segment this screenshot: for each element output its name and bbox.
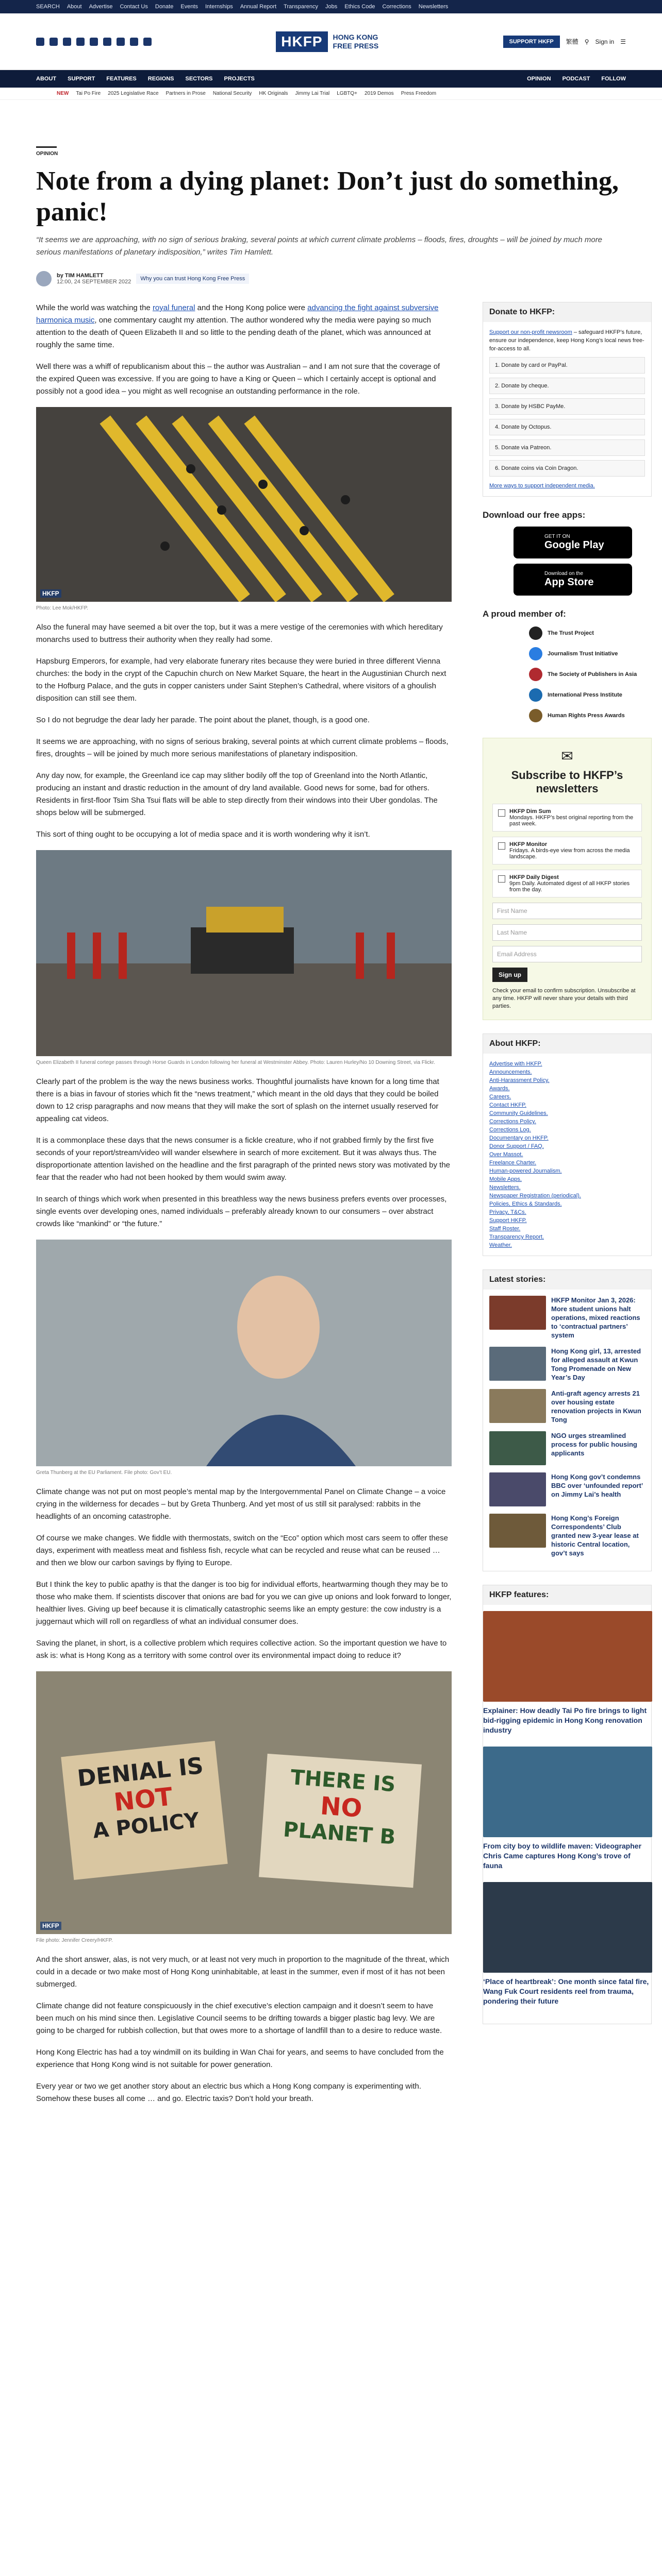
apps-section bbox=[483, 510, 652, 596]
story-thumbnail bbox=[489, 1296, 546, 1330]
first-name-field[interactable]: First Name bbox=[492, 903, 642, 919]
about-link[interactable]: Corrections Policy. bbox=[489, 1118, 536, 1125]
article-lede: “It seems we are approaching, with no sign of serious braking, several points at which current climate problems – floods, fires, droughts – will be joined by much more serious manifestations of planetary indisposition,” writes Tim Hamlett. bbox=[36, 235, 603, 257]
newsletter-option[interactable]: HKFP Monitor Fridays. A birds-eye view from across the media landscape. bbox=[492, 837, 642, 865]
checkbox bbox=[498, 842, 505, 850]
newsletter-title: Subscribe to HKFP’s newsletters bbox=[511, 769, 623, 795]
figure bbox=[36, 1240, 452, 1477]
crosswalk-illustration bbox=[36, 407, 452, 602]
donate-option[interactable]: 1. Donate by card or PayPal. bbox=[489, 357, 645, 374]
app-store-button[interactable]: Download on the App Store bbox=[514, 564, 632, 596]
paragraph: It is a commonplace these days that the news consumer is a fickle creature, who if not grabbed firmly by the first five seconds of your report/stream/video will wander elsewhere in search of more excitement. But it was always thus. The disproportionate attention lavished on the headline and the first paragraph of the printed news story was motivated by the fear that the reader who had not been hooked by them would swim away. bbox=[36, 1136, 450, 1182]
language-toggle[interactable]: 繁體 bbox=[566, 38, 578, 45]
about-link[interactable]: Community Guidelines. bbox=[489, 1110, 548, 1116]
paragraph: Clearly part of the problem is the way the news business works. Thoughtful journalists have known for a long time that there is a bias in favour of stories which fit the “news treatment,” which meant in the old days that they could be boiled down to 12 crisp paragraphs and now means that they will make the sort of splash on the internet usually reserved for appealing cat videos. bbox=[36, 1077, 439, 1123]
funeral-illustration bbox=[36, 850, 452, 1056]
sopa-icon bbox=[529, 668, 542, 681]
member-org[interactable]: International Press Institute bbox=[529, 688, 652, 702]
nav-item[interactable]: PODCAST bbox=[562, 76, 590, 82]
paragraph: Every year or two we get another story about an electric bus which a Hong Kong company is experimenting with. Somehow these buses all come … and go. Electric taxis? Don’t hold your breath. bbox=[36, 2082, 422, 2103]
story-thumbnail bbox=[489, 1431, 546, 1465]
about-link[interactable]: Freelance Charter. bbox=[489, 1160, 537, 1166]
paragraph: Climate change was not put on most people’s mental map by the Intergovernmental Panel on Climate Change – a voice crying in the wilderness for decades – but by Greta Thunberg. And yet most of us still sit paralysed: rabbits in the headlights of an oncoming catastrophe. bbox=[36, 1487, 446, 1521]
nav-item[interactable]: ABOUT bbox=[36, 76, 57, 82]
latest-title: Latest stories: bbox=[483, 1270, 651, 1290]
donate-option[interactable]: 5. Donate via Patreon. bbox=[489, 439, 645, 456]
member-section bbox=[483, 609, 652, 722]
about-link[interactable]: Newspaper Registration (periodical). bbox=[489, 1193, 581, 1199]
support-button[interactable]: SUPPORT HKFP bbox=[503, 36, 560, 48]
figure bbox=[36, 850, 452, 1066]
utility-link[interactable]: Jobs bbox=[325, 4, 338, 10]
logo-line: HONG KONG bbox=[333, 32, 378, 41]
paragraph: This sort of thing ought to be occupying a lot of media space and it is worth wondering why it isn’t. bbox=[36, 830, 370, 839]
newsletter-box bbox=[483, 738, 652, 1020]
story-thumbnail bbox=[489, 1514, 546, 1548]
ticker-item[interactable]: Partners in Prose bbox=[166, 91, 206, 96]
utility-link[interactable]: About bbox=[67, 4, 82, 10]
top-utility-bar bbox=[0, 0, 662, 13]
nav-item[interactable]: SUPPORT bbox=[68, 76, 95, 82]
paragraph: While the world was watching the royal funeral and the Hong Kong police were advancing the fight against subversive harmonica music, one commentary caught my attention. The author wondered why the media were paying so much attention to the death of Queen Elizabeth II and so little to the pending death of the planet, which was announced at roughly the same time. bbox=[36, 303, 439, 349]
trust-project-icon bbox=[529, 626, 542, 640]
member-org[interactable]: The Society of Publishers in Asia bbox=[529, 668, 652, 681]
about-link[interactable]: Weather. bbox=[489, 1242, 512, 1248]
latest-story[interactable] bbox=[489, 1347, 645, 1382]
paragraph: Of course we make changes. We fiddle with thermostats, switch on the “Eco” option which most cars seem to offer these days, experiment with meatless meat and fishless fish, recycle what can be recycled and reuse what can be reused … and then we blow our carbon savings by flying to Europe. bbox=[36, 1534, 448, 1567]
ipi-icon bbox=[529, 688, 542, 702]
utility-link[interactable]: Corrections bbox=[382, 4, 411, 10]
story-title[interactable]: Hong Kong’s Foreign Correspondents’ Club granted new 3-year lease at historic Central location, gov’t says bbox=[551, 1514, 639, 1557]
ticker-item[interactable]: Jimmy Lai Trial bbox=[295, 91, 330, 96]
paragraph: Also the funeral may have seemed a bit over the top, but it was a mere vestige of the ceremonies with which hereditary monarchs used to buttress their authority when they really had some. bbox=[36, 623, 443, 644]
latest-story[interactable] bbox=[489, 1472, 645, 1506]
member-org[interactable]: Journalism Trust Initiative bbox=[529, 647, 652, 660]
about-link[interactable]: Over Massot. bbox=[489, 1151, 523, 1158]
paragraph: Hong Kong Electric has had a toy windmill on its building in Wan Chai for years, and seems to have concluded from the experience that Hong Kong wind is not suitable for power generation. bbox=[36, 2048, 444, 2069]
site-logo[interactable] bbox=[276, 31, 378, 52]
about-link[interactable]: Careers. bbox=[489, 1094, 511, 1100]
story-title[interactable]: NGO urges streamlined process for public housing applicants bbox=[551, 1432, 637, 1457]
about-link[interactable]: Newsletters. bbox=[489, 1184, 521, 1191]
member-title: A proud member of: bbox=[483, 609, 566, 619]
youtube-icon[interactable] bbox=[90, 38, 98, 46]
about-link[interactable]: Documentary on HKFP. bbox=[489, 1135, 549, 1141]
sign-in-link[interactable]: Sign in bbox=[595, 38, 615, 45]
utility-link[interactable]: Newsletters bbox=[418, 4, 449, 10]
about-link[interactable]: Privacy, T&Cs. bbox=[489, 1209, 526, 1215]
author-avatar bbox=[36, 271, 52, 286]
paragraph: Hapsburg Emperors, for example, had very elaborate funerary rites because they were buried in three different Vienna churches: the body in the crypt of the Capuchin church on New Market Square, the heart in the Augustinian Church next to the Hofburg Palace, and the guts in copper canisters under Saint Stephen’s Cathedral, where visitors of a ghoulish disposition can still see them. bbox=[36, 657, 446, 703]
nav-item[interactable]: FOLLOW bbox=[601, 76, 626, 82]
about-link[interactable]: Contact HKFP. bbox=[489, 1102, 526, 1108]
photo-protest-signs bbox=[36, 1671, 452, 1934]
nav-item[interactable]: SECTORS bbox=[185, 76, 213, 82]
hrpa-icon bbox=[529, 709, 542, 722]
about-link[interactable]: Staff Roster. bbox=[489, 1226, 521, 1232]
main-nav bbox=[0, 70, 662, 88]
nav-item[interactable]: PROJECTS bbox=[224, 76, 255, 82]
photo-caption: Greta Thunberg at the EU Parliament. File photo: Gov’t EU. bbox=[36, 1470, 172, 1476]
photo-crosswalk bbox=[36, 407, 452, 602]
utility-link[interactable]: Ethics Code bbox=[344, 4, 375, 10]
figure bbox=[36, 1671, 452, 1944]
publish-date: 12:00, 24 SEPTEMBER 2022 bbox=[57, 279, 131, 285]
photo-watermark: HKFP bbox=[40, 1922, 61, 1930]
ticker-label: NEW bbox=[57, 91, 69, 96]
latest-box bbox=[483, 1269, 652, 1571]
logo-mark: HKFP bbox=[276, 31, 327, 52]
about-box bbox=[483, 1033, 652, 1256]
feature-story[interactable] bbox=[483, 1882, 651, 2006]
about-link[interactable]: Corrections Log. bbox=[489, 1127, 531, 1133]
menu-icon[interactable]: ☰ bbox=[620, 38, 626, 45]
feature-title[interactable]: From city boy to wildlife maven: Videographer Chris Came captures Hong Kong’s trove of fauna bbox=[483, 1842, 642, 1870]
about-title: About HKFP: bbox=[483, 1034, 651, 1054]
feature-thumbnail bbox=[483, 1747, 652, 1837]
newsletter-option[interactable]: HKFP Daily Digest 9pm Daily. Automated digest of all HKFP stories from the day. bbox=[492, 870, 642, 897]
paragraph: Saving the planet, in short, is a collective problem which requires collective action. So the important question we have to ask is: what is Hong Kong as a territory with some control over its environmental impact doing to reduce it? bbox=[36, 1639, 447, 1660]
story-title[interactable]: Hong Kong girl, 13, arrested for alleged assault at Kwun Tong Promenade on New Year’s Day bbox=[551, 1347, 641, 1381]
donate-box bbox=[483, 302, 652, 497]
paragraph: Well there was a whiff of republicanism about this – the author was Australian – and I am not sure that the coverage of the expired Queen was excessive. If you are going to have a King or Queen – which I certainly accept is optional and possibly not a good idea – you might as well recognise an outstanding performance in the role. bbox=[36, 362, 440, 396]
story-thumbnail bbox=[489, 1472, 546, 1506]
ticker-item[interactable]: 2025 Legislative Race bbox=[108, 91, 159, 96]
social-links bbox=[36, 38, 152, 46]
paragraph: So I do not begrudge the dear lady her parade. The point about the planet, though, is a good one. bbox=[36, 716, 370, 724]
story-thumbnail bbox=[489, 1389, 546, 1423]
utility-link[interactable]: Transparency bbox=[284, 4, 318, 10]
topic-ticker bbox=[0, 88, 662, 100]
paragraph: And the short answer, alas, is not very much, or at least not very much in proportion to the magnitude of the threat, which could in a decade or two make most of Hong Kong uninhabitable, at least in the summer, even if most of it has not been submerged. bbox=[36, 1955, 450, 1989]
email-field[interactable]: Email Address bbox=[492, 946, 642, 962]
logo-line: FREE PRESS bbox=[333, 41, 379, 50]
paragraph: Climate change did not feature conspicuously in the chief executive’s election campaign and it doesn’t seem to have been much on his mind since then. Legislative Council seems to be drifting towards a bigger plastic bag levy. We are going to be charged for rubbish collection, but that owes more to a shortage of landfill than to a desire to reduce waste. bbox=[36, 2002, 442, 2035]
ticker-item[interactable]: National Security bbox=[212, 91, 252, 96]
latest-story[interactable] bbox=[489, 1431, 645, 1465]
newsletter-option[interactable]: HKFP Dim Sum Mondays. HKFP’s best original reporting from the past week. bbox=[492, 804, 642, 832]
email-icon[interactable] bbox=[103, 38, 111, 46]
checkbox bbox=[498, 809, 505, 817]
telegram-icon[interactable] bbox=[117, 38, 125, 46]
author-name[interactable]: by TIM HAMLETT bbox=[57, 273, 104, 279]
photo-caption: File photo: Jennifer Creery/HKFP. bbox=[36, 1938, 113, 1943]
ticker-item[interactable]: Tai Po Fire bbox=[76, 91, 101, 96]
checkbox bbox=[498, 875, 505, 883]
photo-funeral bbox=[36, 850, 452, 1056]
utility-link[interactable]: Internships bbox=[205, 4, 233, 10]
feature-thumbnail bbox=[483, 1882, 652, 1973]
about-link[interactable]: Advertise with HKFP. bbox=[489, 1061, 542, 1067]
x-icon[interactable] bbox=[76, 38, 85, 46]
nav-item[interactable]: REGIONS bbox=[147, 76, 174, 82]
feature-title[interactable]: ‘Place of heartbreak’: One month since fatal fire, Wang Fuk Court residents reel from trauma, pondering their future bbox=[483, 1977, 649, 2005]
donate-intro: Support our non-profit newsroom – safeguard HKFP’s future, ensure our independence, keep Hong Kong’s local news free-for-access to all. bbox=[489, 329, 644, 352]
features-box bbox=[483, 1585, 652, 2024]
story-title[interactable]: Anti-graft agency arrests 21 over housing estate renovation projects in Kwun Tong bbox=[551, 1389, 641, 1423]
paragraph: It seems we are approaching, with no signs of serious braking, several points at which current climate problems – floods, fires, droughts – will be joined by much more serious manifestations of planetary indisposition. bbox=[36, 737, 449, 758]
about-list bbox=[483, 1054, 651, 1256]
inline-link[interactable]: royal funeral bbox=[152, 303, 195, 312]
bluesky-icon[interactable] bbox=[130, 38, 138, 46]
ticker-item[interactable]: HK Originals bbox=[259, 91, 288, 96]
latest-story[interactable] bbox=[489, 1389, 645, 1424]
utility-link[interactable]: Events bbox=[180, 4, 198, 10]
utility-link[interactable]: Advertise bbox=[89, 4, 113, 10]
latest-story[interactable] bbox=[489, 1514, 645, 1557]
member-org[interactable]: The Trust Project bbox=[529, 626, 652, 640]
member-org[interactable]: Human Rights Press Awards bbox=[529, 709, 652, 722]
sidebar bbox=[483, 302, 652, 2114]
search-link[interactable]: SEARCH bbox=[36, 4, 60, 10]
nav-item[interactable]: FEATURES bbox=[106, 76, 137, 82]
feature-story[interactable] bbox=[483, 1747, 651, 1871]
donate-intro-link[interactable]: Support our non-profit newsroom bbox=[489, 329, 572, 335]
ticker-item[interactable]: 2019 Demos bbox=[364, 91, 394, 96]
about-link[interactable]: Donor Support / FAQ. bbox=[489, 1143, 544, 1149]
facebook-icon[interactable] bbox=[36, 38, 44, 46]
about-link[interactable]: Awards. bbox=[489, 1086, 510, 1092]
about-link[interactable]: Policies, Ethics & Standards. bbox=[489, 1201, 562, 1207]
utility-link[interactable]: Donate bbox=[155, 4, 174, 10]
photo-caption: Photo: Lee Mok/HKFP. bbox=[36, 605, 88, 611]
instagram-icon[interactable] bbox=[49, 38, 58, 46]
donate-option[interactable]: 6. Donate coins via Coin Dragon. bbox=[489, 460, 645, 477]
figure bbox=[36, 407, 452, 612]
about-link[interactable]: Mobile Apps. bbox=[489, 1176, 522, 1182]
inline-link[interactable]: advancing the fight against subversive harmonica music bbox=[36, 303, 439, 325]
rss-icon[interactable] bbox=[143, 38, 152, 46]
paragraph: In search of things which work when presented in this breathless way the news business prefers events over processes, single events over developing ones, named individuals – preferably already known to our consumers – over abstract crowds like “mankind” or “the future.” bbox=[36, 1195, 447, 1228]
byline bbox=[36, 271, 626, 286]
donate-option[interactable]: 2. Donate by cheque. bbox=[489, 378, 645, 394]
photo-watermark: HKFP bbox=[40, 589, 61, 598]
logo-text bbox=[333, 33, 379, 50]
google-play-button[interactable]: GET IT ON Google Play bbox=[514, 527, 632, 558]
sign-up-button[interactable]: Sign up bbox=[492, 968, 527, 982]
about-link[interactable]: Transparency Report. bbox=[489, 1234, 544, 1240]
apps-title: Download our free apps: bbox=[483, 510, 586, 520]
protest-sign: THERE IS NO PLANET B bbox=[259, 1754, 422, 1888]
protest-sign: DENIAL IS NOT A POLICY bbox=[61, 1741, 227, 1880]
newsletter-note: Check your email to confirm subscription. Unsubscribe at any time. HKFP will never share your details with third parties. bbox=[492, 988, 636, 1009]
paragraph: But I think the key to public apathy is that the danger is too big for individual efforts, heartwarming though they may be to those who make them. If scientists discover that onions are bad for you we can give up onions and look forward to longer, healthier lives. Giving up beef because it is climatically catastrophic seems like an empty gesture: the cow industry is a juggernaut which will roll on regardless of what an individual consumer does. bbox=[36, 1580, 452, 1626]
about-link[interactable]: Announcements. bbox=[489, 1069, 532, 1075]
section-label[interactable]: OPINION bbox=[36, 146, 57, 157]
more-ways-link[interactable]: More ways to support independent media. bbox=[489, 483, 595, 489]
donate-option[interactable]: 3. Donate by HSBC PayMe. bbox=[489, 398, 645, 415]
features-title: HKFP features: bbox=[483, 1585, 651, 1605]
story-title[interactable]: HKFP Monitor Jan 3, 2026: More student unions halt operations, mixed reactions to ‘contractual partners’ system bbox=[551, 1296, 640, 1339]
latest-story[interactable] bbox=[489, 1296, 645, 1340]
jti-icon bbox=[529, 647, 542, 660]
article-title: Note from a dying planet: Don’t just do something, panic! bbox=[36, 166, 619, 227]
feature-thumbnail bbox=[483, 1611, 652, 1702]
feature-title[interactable]: Explainer: How deadly Tai Po fire brings to light bid-rigging epidemic in Hong Kong renovation industry bbox=[483, 1706, 647, 1734]
search-icon[interactable]: ⚲ bbox=[584, 38, 589, 45]
portrait-illustration bbox=[36, 1240, 452, 1466]
feature-story[interactable] bbox=[483, 1611, 651, 1735]
about-link[interactable]: Support HKFP. bbox=[489, 1217, 527, 1224]
trust-link[interactable]: Why you can trust Hong Kong Free Press bbox=[136, 274, 249, 284]
utility-link[interactable]: Contact Us bbox=[120, 4, 148, 10]
donate-title: Donate to HKFP: bbox=[483, 302, 651, 322]
ticker-item[interactable]: LGBTQ+ bbox=[337, 91, 357, 96]
story-title[interactable]: Hong Kong gov’t condemns BBC over ‘unfounded report’ on Jimmy Lai’s health bbox=[551, 1473, 643, 1498]
site-header bbox=[0, 13, 662, 70]
story-thumbnail bbox=[489, 1347, 546, 1381]
donate-option[interactable]: 4. Donate by Octopus. bbox=[489, 419, 645, 435]
nav-item[interactable]: OPINION bbox=[527, 76, 551, 82]
paragraph: Any day now, for example, the Greenland ice cap may slither bodily off the top of Greenland into the North Atlantic, producing an instant and drastic reduction in the amount of dry land available. Good news for some, bad for others. Residents in first-floor Tsim Sha Tsui flats will be able to step directly from their windows into their Uber gondolas. The shops below will be submerged. bbox=[36, 771, 438, 817]
utility-link[interactable]: Annual Report bbox=[240, 4, 277, 10]
article-body bbox=[36, 302, 452, 2114]
last-name-field[interactable]: Last Name bbox=[492, 924, 642, 941]
about-link[interactable]: Anti-Harassment Policy. bbox=[489, 1077, 550, 1083]
about-link[interactable]: Human-powered Journalism. bbox=[489, 1168, 562, 1174]
threads-icon[interactable] bbox=[63, 38, 71, 46]
photo-thunberg bbox=[36, 1240, 452, 1466]
photo-caption: Queen Elizabeth II funeral cortege passes through Horse Guards in London following her funeral at Westminster Abbey. Photo: Lauren Hurley/No 10 Downing Street, via Flickr. bbox=[36, 1060, 435, 1065]
ticker-item[interactable]: Press Freedom bbox=[401, 91, 437, 96]
newsletter-icon: ✉ bbox=[561, 748, 573, 764]
